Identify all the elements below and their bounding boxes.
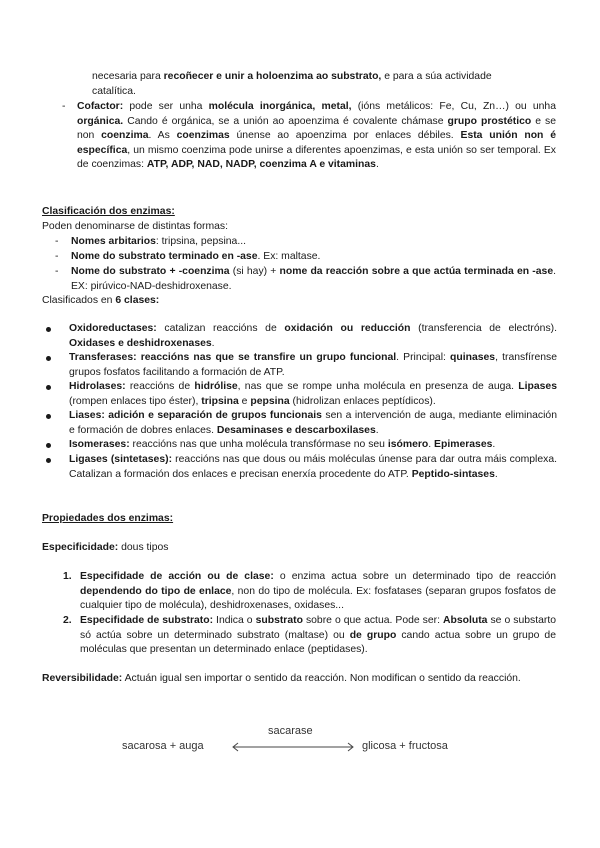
dash-marker: - — [62, 101, 66, 112]
bullet-icon — [46, 414, 51, 419]
intro-line-2: catalítica. — [92, 86, 136, 97]
bullet-icon — [46, 458, 51, 463]
reversibility-paragraph: Reversibilidade: Actuán igual sen importar o sentido da reacción. Non modifican o sentido da reacción. — [42, 673, 521, 684]
reaction-arrow-icon — [230, 740, 356, 754]
cofactor-item — [62, 100, 557, 173]
bullet-icon — [46, 356, 51, 361]
products-label: glicosa + fructosa — [362, 740, 448, 752]
cofactor-text: Cofactor: pode ser unha molécula inorgánica, metal, (ións metálicos: Fe, Cu, Zn…) ou unha orgánica. Cando é orgánica, se a unión ao apoenzima é covalente chámase grupo prostético e se non coenzima. As coenzimas únense ao apoenzima por enlaces débiles. Esta unión non é específica, un mismo coenzima pode unirse a diferentes apoenzimas, e esta unión so ser temporal. Ex de coenzimas: ATP, ADP, NAD, NADP, coenzima A e vitaminas. — [77, 101, 557, 171]
specificity-line: Especificidade: dous tipos — [42, 542, 169, 553]
reaction-diagram — [0, 720, 600, 760]
classification-heading: Clasificación dos enzimas: — [42, 206, 175, 217]
classification-intro: Poden denominarse de distintas formas: — [42, 221, 228, 232]
reactants-label: sacarosa + auga — [122, 740, 204, 752]
classes-intro: Clasificados en 6 clases: — [42, 295, 160, 306]
document-page: necesaria para recoñecer e unir a holoenzima ao substrato, e para a súa actividade catalítica. - Cofactor: pode ser unha molécula inorgánica, metal, (ións metálicos: Fe, Cu, Zn…) ou unha orgánica. Cando é orgánica, se a unión ao apoenzima é covalente chámase grupo prostético e se non coenzima. As coenzimas únense ao apoenzima por enlaces débiles. Esta unión non é específica, un mismo coenzima pode unirse a diferentes apoenzimas, e esta unión so ser temporal. Ex de coenzimas: ATP, ADP, NAD, NADP, coenzima A e vitaminas. Clasificación dos enzimas: Poden denominarse de distintas formas: - Nomes arbitarios: tripsina, pepsina... - Nome do substrato terminado en -ase. Ex: maltase. - Nome do substrato + -coenzima (si hay) + nome da reacción sobre a que actúa terminada en -ase. EX: pirúvico-NAD-deshidroxenase. Clasificados en 6 clases: Oxidoreductases: catalizan reaccións de oxidación ou reducción (transferencia de electróns). Oxidases e deshidroxenases. Transferases: reaccións nas que se transfire un grupo funcional. Principal: quinases, transfírense grupos fosfatos facilitando a formación de ATP. Hidrolases: reaccións de hidrólise, nas que se rompe unha molécula en presenza de auga. Lipases (rompen enlaces tipo éster), tripsina e pepsina (hidrolizan enlaces peptídicos). Liases: adición e separación de grupos funcionais sen a intervención de auga, mediante eliminación e formación de dobres enlaces. Desaminases e descarboxilases. Isomerases: reaccións nas que unha molécula transfórmase no seu isómero. Epimerases. Ligases (sintetases): reaccións nas que dous ou máis moléculas únense para dar outra máis complexa. Catalizan a formación dos enlaces e precisan enerxía procedente do ATP. Peptido-sintases. Propiedades dos enzimas: Especificidade: dous tipos 1. Especifidade de acción ou de clase: o enzima actua sobre un determinado tipo de reacción dependendo do tipo de enlace, non do tipo de molécula. Ex: fosfatases (separan grupos fosfatos de cualquier tipo de molécula), deshidroxenases, oxidases... 2. Especifidade de substrato: Indica o substrato sobre o que actua. Pode ser: Absoluta se o substarto só actúa sobre un determinado substrato (maltase) ou de grupo cando actua sobre un grupo de moléculas que presentan un determinado enlace (peptidases). Reversibilidade: Actuán igual sen importar o sentido da reacción. Non modifican o sentido da reacción. sacarase sacarosa + auga glicosa + fructosa — [0, 0, 600, 848]
properties-heading: Propiedades dos enzimas: — [42, 513, 174, 524]
enzyme-label: sacarase — [268, 725, 313, 737]
bullet-icon — [46, 443, 51, 448]
bullet-icon — [46, 327, 51, 332]
bullet-icon — [46, 385, 51, 390]
intro-line-1: necesaria para recoñecer e unir a holoenzima ao substrato, e para a súa actividade — [92, 71, 492, 82]
